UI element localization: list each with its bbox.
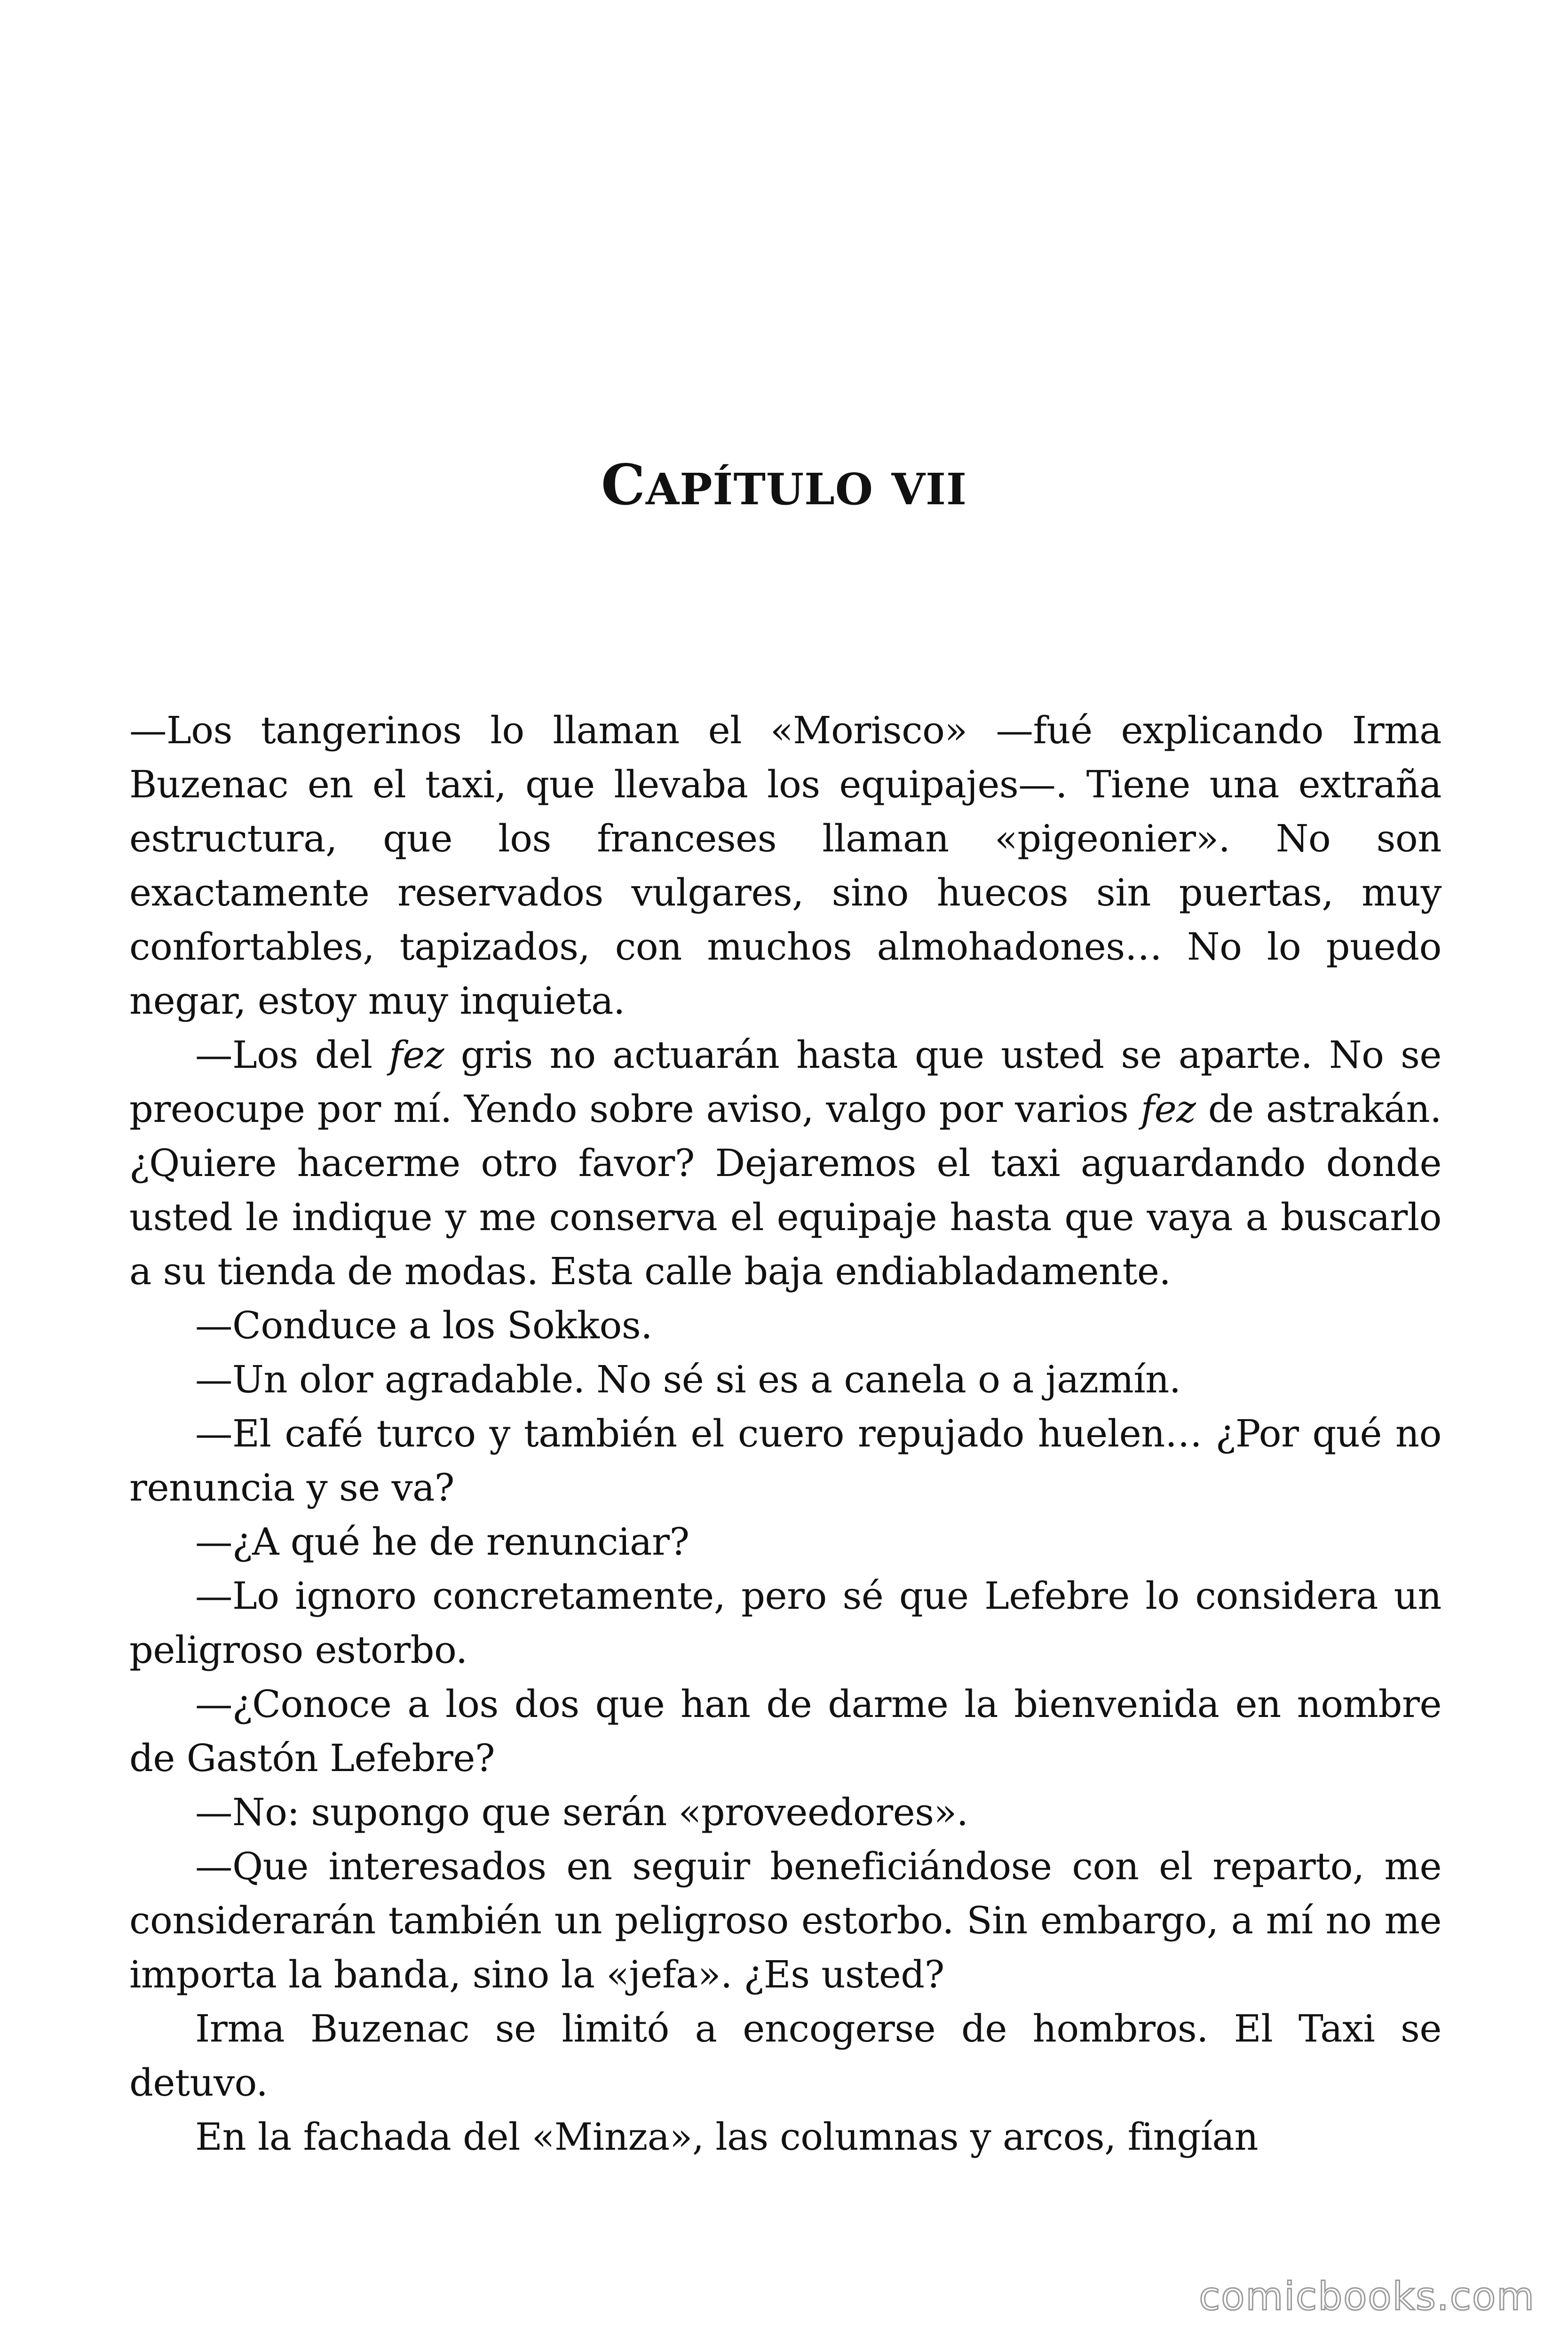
paragraph-text: —Los del <box>195 1033 389 1077</box>
paragraph: En la fachada del «Minza», las columnas y arcos, fingían <box>195 2115 1259 2159</box>
paragraph: —Que interesados en seguir beneficiándose con el reparto, me considerarán también un peligroso estorbo. Sin embargo, a mí no me importa la banda, sino la «jefa». ¿Es usted? <box>129 1844 1441 1996</box>
paragraph: —Lo ignoro concretamente, pero sé que Lefebre lo considera un peligroso estorbo. <box>129 1574 1441 1672</box>
chapter-number: VII <box>891 464 967 515</box>
paragraph: —Conduce a los Sokkos. <box>195 1303 652 1347</box>
italic-word: fez <box>1140 1087 1196 1131</box>
paragraph: —¿Conoce a los dos que han de darme la bienvenida en nombre de Gastón Lefebre? <box>129 1682 1441 1780</box>
paragraph: Irma Buzenac se limitó a encogerse de hombros. El Taxi se detuvo. <box>129 2007 1441 2105</box>
chapter-body <box>129 703 1441 2164</box>
paragraph: —El café turco y también el cuero repujado huelen… ¿Por qué no renuncia y se va? <box>129 1412 1441 1510</box>
chapter-title <box>0 452 1568 518</box>
paragraph: —¿A qué he de renunciar? <box>195 1520 689 1564</box>
paragraph: —No: supongo que serán «proveedores». <box>195 1790 968 1834</box>
chapter-title-word: APÍTULO <box>645 464 873 515</box>
paragraph-text: de astrakán. ¿Quiere hacerme otro favor? Dejaremos el taxi aguardando donde usted le indique y me conserva el equipaje hasta que vaya a buscarlo a su tienda de modas. Esta calle baja endiabladamente. <box>129 1087 1441 1293</box>
paragraph: —Un olor agradable. No sé si es a canela o a jazmín. <box>195 1358 1181 1401</box>
paragraph <box>129 1028 1441 1298</box>
italic-word: fez <box>389 1033 444 1077</box>
chapter-title-initial: C <box>601 452 646 517</box>
watermark: comicbooks.com <box>1199 2274 1535 2319</box>
paragraph: —Los tangerinos lo llaman el «Morisco» —fué explicando Irma Buzenac en el taxi, que llevaba los equipajes—. Tiene una extraña estructura, que los franceses llaman «pigeonier». No son exactamente reservados vulgares, sino huecos sin puertas, muy confortables, tapizados, con muchos almohadones… No lo puedo negar, estoy muy inquieta. <box>129 708 1441 1023</box>
paragraph-text: gris no actuarán hasta que usted se aparte. No se preocupe por mí. Yendo sobre aviso, valgo por varios <box>129 1033 1441 1131</box>
